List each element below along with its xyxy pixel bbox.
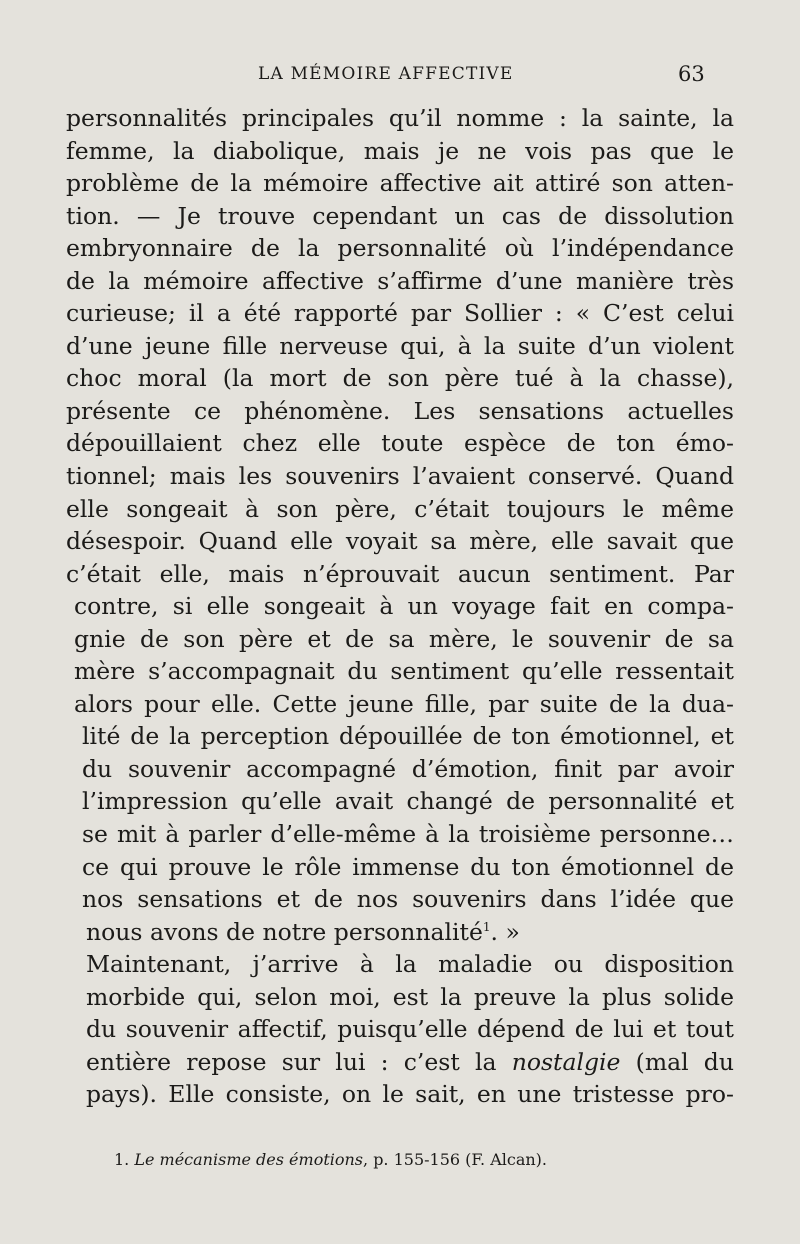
text-line: tionnel; mais les souvenirs l’avaient conservé. Quand — [66, 462, 734, 491]
text-line: tion. — Je trouve cependant un cas de dissolution — [66, 201, 734, 230]
text-line: embryonnaire de la personnalité où l’indépendance — [66, 234, 734, 263]
text-line: lité de la perception dépouillée de ton émotionnel, et — [82, 722, 734, 751]
text-line: dépouillaient chez elle toute espèce de ton émo- — [66, 429, 734, 458]
paragraph-start-line: Maintenant, j’arrive à la maladie ou disposition — [86, 950, 734, 979]
footnote — [114, 1150, 547, 1169]
footnote-marker: 1 — [482, 919, 491, 934]
text-line: c’était elle, mais n’éprouvait aucun sentiment. Par — [66, 559, 734, 588]
text-line: mère s’accompagnait du sentiment qu’elle ressentait — [74, 657, 734, 686]
text-line: contre, si elle songeait à un voyage fait en compa- — [74, 592, 734, 621]
quote-end-text: nous avons de notre personnalité — [86, 917, 483, 946]
text-line: personnalités principales qu’il nomme : la sainte, la — [66, 104, 734, 132]
text-line: ce qui prouve le rôle immense du ton émotionnel de — [82, 852, 734, 881]
text-line: choc moral (la mort de son père tué à la chasse), — [66, 364, 734, 393]
page-number: 63 — [678, 62, 705, 86]
text-line — [66, 916, 734, 949]
running-title: LA MÉMOIRE AFFECTIVE — [258, 64, 514, 84]
italic-term: nostalgie — [511, 1047, 621, 1076]
quote-end-tail: . » — [490, 917, 520, 946]
footnote-title: Le mécanisme des émotions — [134, 1150, 364, 1169]
text-line: l’impression qu’elle avait changé de personnalité et — [82, 787, 734, 816]
text-line: du souvenir affectif, puisqu’elle dépend de lui et tout — [86, 1015, 734, 1044]
text-segment: entière repose sur lui : c’est la — [86, 1047, 512, 1076]
text-line: curieuse; il a été rapporté par Sollier : « C’est celui — [66, 299, 734, 328]
text-line: problème de la mémoire affective ait attiré son atten- — [66, 169, 734, 198]
body-text — [66, 102, 734, 1111]
text-line: présente ce phénomène. Les sensations actuelles — [66, 396, 734, 425]
text-segment: (mal du — [620, 1047, 734, 1076]
text-line: gnie de son père et de sa mère, le souvenir de sa — [74, 624, 734, 653]
footnote-citation: , p. 155-156 (F. Alcan). — [363, 1150, 547, 1169]
text-line: nos sensations et de nos souvenirs dans l’idée que — [82, 885, 734, 914]
page-header — [0, 60, 800, 94]
text-line: femme, la diabolique, mais je ne vois pas que le — [66, 136, 734, 165]
text-line: elle songeait à son père, c’était toujours le même — [66, 494, 734, 523]
text-line: du souvenir accompagné d’émotion, finit par avoir — [82, 754, 734, 783]
text-line: désespoir. Quand elle voyait sa mère, elle savait que — [66, 527, 734, 556]
text-line: pays). Elle consiste, on le sait, en une tristesse pro- — [86, 1080, 734, 1109]
text-line — [66, 1046, 734, 1079]
text-line: morbide qui, selon moi, est la preuve la plus solide — [86, 982, 734, 1011]
text-line: de la mémoire affective s’affirme d’une manière très — [66, 266, 734, 295]
footnote-number: 1. — [114, 1150, 130, 1169]
text-line: d’une jeune fille nerveuse qui, à la suite d’un violent — [66, 331, 734, 360]
text-line: se mit à parler d’elle-même à la troisième personne… — [82, 820, 734, 849]
text-line: alors pour elle. Cette jeune fille, par suite de la dua- — [74, 689, 734, 718]
